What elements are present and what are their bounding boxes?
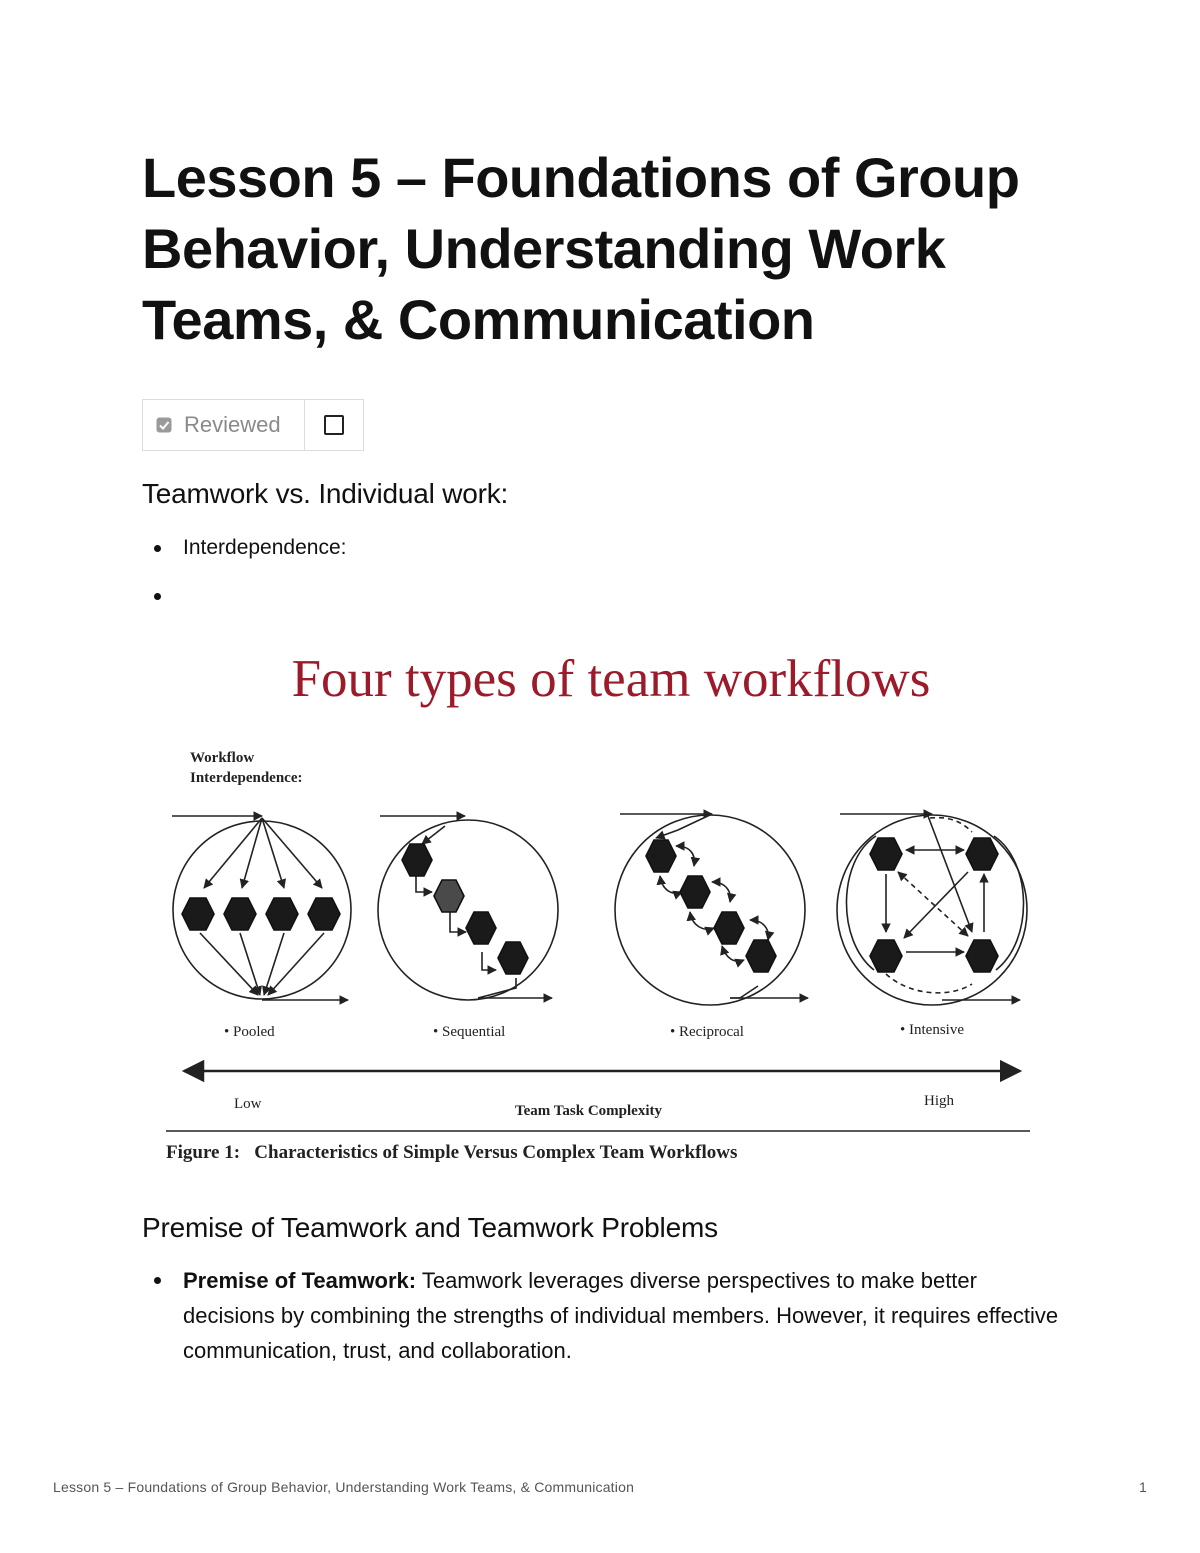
checkbox-property-icon (155, 416, 173, 434)
property-value-cell[interactable] (305, 400, 363, 450)
section-heading-premise: Premise of Teamwork and Teamwork Problems (142, 1212, 718, 1243)
axis-caption-workflow: Workflow (190, 750, 255, 766)
bullet-premise-text: Teamwork leverages diverse perspectives to make better decisions by combining the strengths of individual members. However, it requires effective communication, trust, and collaboration. (183, 1268, 1059, 1363)
page-footer (53, 1479, 1147, 1495)
footer-page-number: 1 (1139, 1479, 1147, 1495)
type-label-sequential: • Sequential (433, 1024, 506, 1040)
reviewed-property (142, 399, 364, 451)
scale-high-label: High (924, 1093, 954, 1109)
section-heading-teamwork: Teamwork vs. Individual work: (142, 478, 509, 509)
bullet-interdependence: Interdependence: (142, 535, 1062, 583)
type-label-reciprocal: • Reciprocal (670, 1024, 744, 1040)
property-name-label: Reviewed (184, 412, 281, 437)
intensive-diagram (837, 814, 1027, 1005)
type-label-intensive: • Intensive (900, 1022, 964, 1038)
property-name-cell (143, 400, 305, 450)
team-workflows-figure (160, 640, 1040, 1180)
bullet-premise-bold: Premise of Teamwork: (183, 1268, 417, 1293)
reviewed-checkbox[interactable] (324, 415, 344, 435)
type-label-pooled: • Pooled (224, 1024, 275, 1040)
axis-caption-interdependence: Interdependence: (190, 770, 303, 786)
pooled-diagram (172, 816, 351, 1000)
teamwork-bullet-list (142, 535, 1062, 631)
figure-title: Four types of team workflows (291, 650, 931, 708)
sequential-diagram (378, 816, 558, 1000)
figure-caption: Figure 1: Characteristics of Simple Versus Complex Team Workflows (166, 1142, 738, 1163)
scale-low-label: Low (234, 1096, 262, 1112)
bullet-premise-of-teamwork (142, 1263, 1062, 1368)
page-title: Lesson 5 – Foundations of Group Behavior, Understanding Work Teams, & Communication (142, 146, 1020, 351)
reciprocal-diagram (615, 814, 808, 1005)
premise-bullet-list (142, 1263, 1062, 1368)
scale-axis-label: Team Task Complexity (515, 1103, 662, 1119)
bullet-empty (142, 583, 1062, 631)
footer-title: Lesson 5 – Foundations of Group Behavior, Understanding Work Teams, & Communication (53, 1479, 635, 1495)
